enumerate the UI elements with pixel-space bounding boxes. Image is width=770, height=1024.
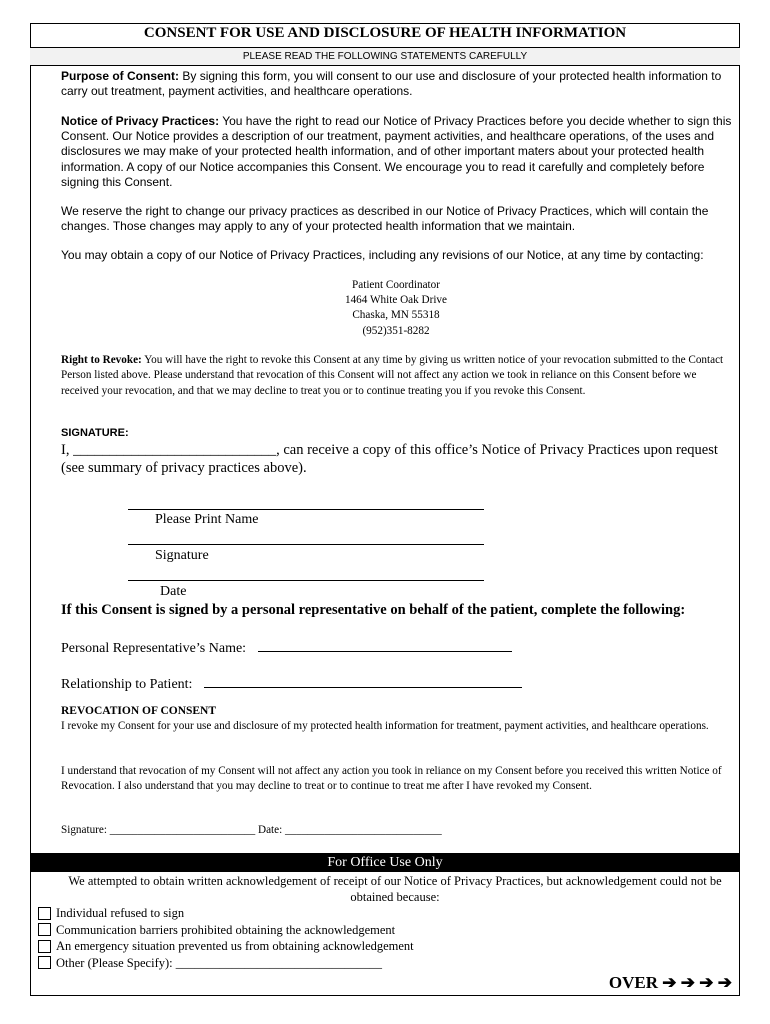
- revocation-paragraph-1: I revoke my Consent for your use and disclosure of my protected health information for treatment, payment activities, and healthcare operations.: [61, 720, 709, 732]
- office-checklist: [38, 905, 414, 971]
- date-label: Date: [160, 584, 187, 599]
- revoke-paragraph: [61, 353, 733, 399]
- right-arrow-icon: ➔ ➔ ➔ ➔: [662, 973, 732, 992]
- purpose-text: By signing this form, you will consent to our use and disclosure of your protected health information to carry out treatment, payment activities, and healthcare operations.: [61, 69, 722, 99]
- purpose-paragraph: [61, 69, 733, 99]
- obtain-paragraph: You may obtain a copy of our Notice of Privacy Practices, including any revisions of our Notice, at any time by contacting:: [61, 248, 704, 262]
- over-indicator: [609, 973, 732, 993]
- purpose-label: Purpose of Consent:: [61, 69, 180, 83]
- personal-representative-heading: If this Consent is signed by a personal representative on behalf of the patient, complete the following:: [61, 602, 686, 618]
- contact-address: [296, 278, 496, 339]
- checklist-item: [38, 938, 414, 955]
- signature-line[interactable]: [128, 544, 484, 545]
- representative-name-row: [61, 638, 512, 657]
- contact-phone: (952)351-8282: [362, 324, 430, 337]
- notice-text: You have the right to read our Notice of Privacy Practices before you decide whether to sign this Consent. Our Notice provides a description of our treatment, payment activities, and healthcare operations, of the uses and disclosures we may make of your protected health information, and of other important maters about your protected health information. A copy of our Notice accompanies this Consent. We encourage you to read it carefully and completely before signing this Consent.: [61, 114, 732, 189]
- signature-label: Signature: [155, 548, 209, 563]
- checklist-item: [38, 922, 414, 939]
- relationship-field[interactable]: [204, 674, 522, 688]
- print-name-line[interactable]: [128, 509, 484, 510]
- revocation-paragraph-2: I understand that revocation of my Consent will not affect any action you took in reliance on my Consent before you received this written Notice of Revocation. I also understand that you may decline to treat or to continue to treat me after I have revoked my Consent.: [61, 765, 722, 793]
- checkbox[interactable]: [38, 907, 51, 920]
- checklist-item: [38, 905, 414, 922]
- contact-city: Chaska, MN 55318: [352, 309, 440, 322]
- print-name-label: Please Print Name: [155, 512, 259, 527]
- checklist-label: Other (Please Specify): _________________________________: [56, 955, 383, 970]
- read-carefully-banner: PLEASE READ THE FOLLOWING STATEMENTS CAREFULLY: [30, 47, 740, 66]
- office-use-banner: For Office Use Only: [30, 853, 740, 872]
- checklist-item: [38, 955, 414, 972]
- representative-name-label: Personal Representative’s Name:: [61, 641, 247, 656]
- office-intro-text: We attempted to obtain written acknowledgement of receipt of our Notice of Privacy Practices, but acknowledgement could not be obtained because:: [68, 874, 722, 904]
- revoke-label: Right to Revoke:: [61, 354, 142, 366]
- date-line[interactable]: [128, 580, 484, 581]
- contact-street: 1464 White Oak Drive: [344, 294, 447, 307]
- checklist-label: Individual refused to sign: [56, 906, 185, 920]
- representative-name-field[interactable]: [258, 638, 512, 652]
- checklist-label: An emergency situation prevented us from obtaining acknowledgement: [56, 939, 414, 953]
- signature-statement[interactable]: I, ____________________________, can receive a copy of this office’s Notice of Privacy Practices upon request (see summary of privacy practices above).: [61, 442, 718, 476]
- notice-label: Notice of Privacy Practices:: [61, 114, 220, 128]
- checkbox[interactable]: [38, 956, 51, 969]
- checkbox[interactable]: [38, 923, 51, 936]
- reserve-paragraph: We reserve the right to change our privacy practices as described in our Notice of Privacy Practices, which will contain the changes. Those changes may apply to any of your protected health information that we maintain.: [61, 204, 709, 234]
- relationship-label: Relationship to Patient:: [61, 677, 193, 692]
- revocation-signature-line[interactable]: Signature: __________________________ Date: ____________________________: [61, 824, 442, 836]
- document-title: CONSENT FOR USE AND DISCLOSURE OF HEALTH INFORMATION: [143, 25, 627, 41]
- revocation-heading: REVOCATION OF CONSENT: [61, 705, 217, 717]
- checklist-label: Communication barriers prohibited obtaining the acknowledgement: [56, 922, 396, 937]
- contact-name: Patient Coordinator: [352, 279, 440, 291]
- over-label: OVER: [608, 973, 659, 992]
- relationship-row: [61, 674, 522, 693]
- revoke-text: You will have the right to revoke this Consent at any time by giving us written notice of your revocation submitted to the Contact Person listed above. Please understand that revocation of this Consent will not affect any action we took in reliance on this Consent before we received your revocation, and that we may decline to treat you or to continue treating you if you revoke this Consent.: [61, 354, 724, 397]
- checkbox[interactable]: [38, 940, 51, 953]
- notice-paragraph: [61, 114, 733, 190]
- signature-heading: SIGNATURE:: [61, 427, 129, 439]
